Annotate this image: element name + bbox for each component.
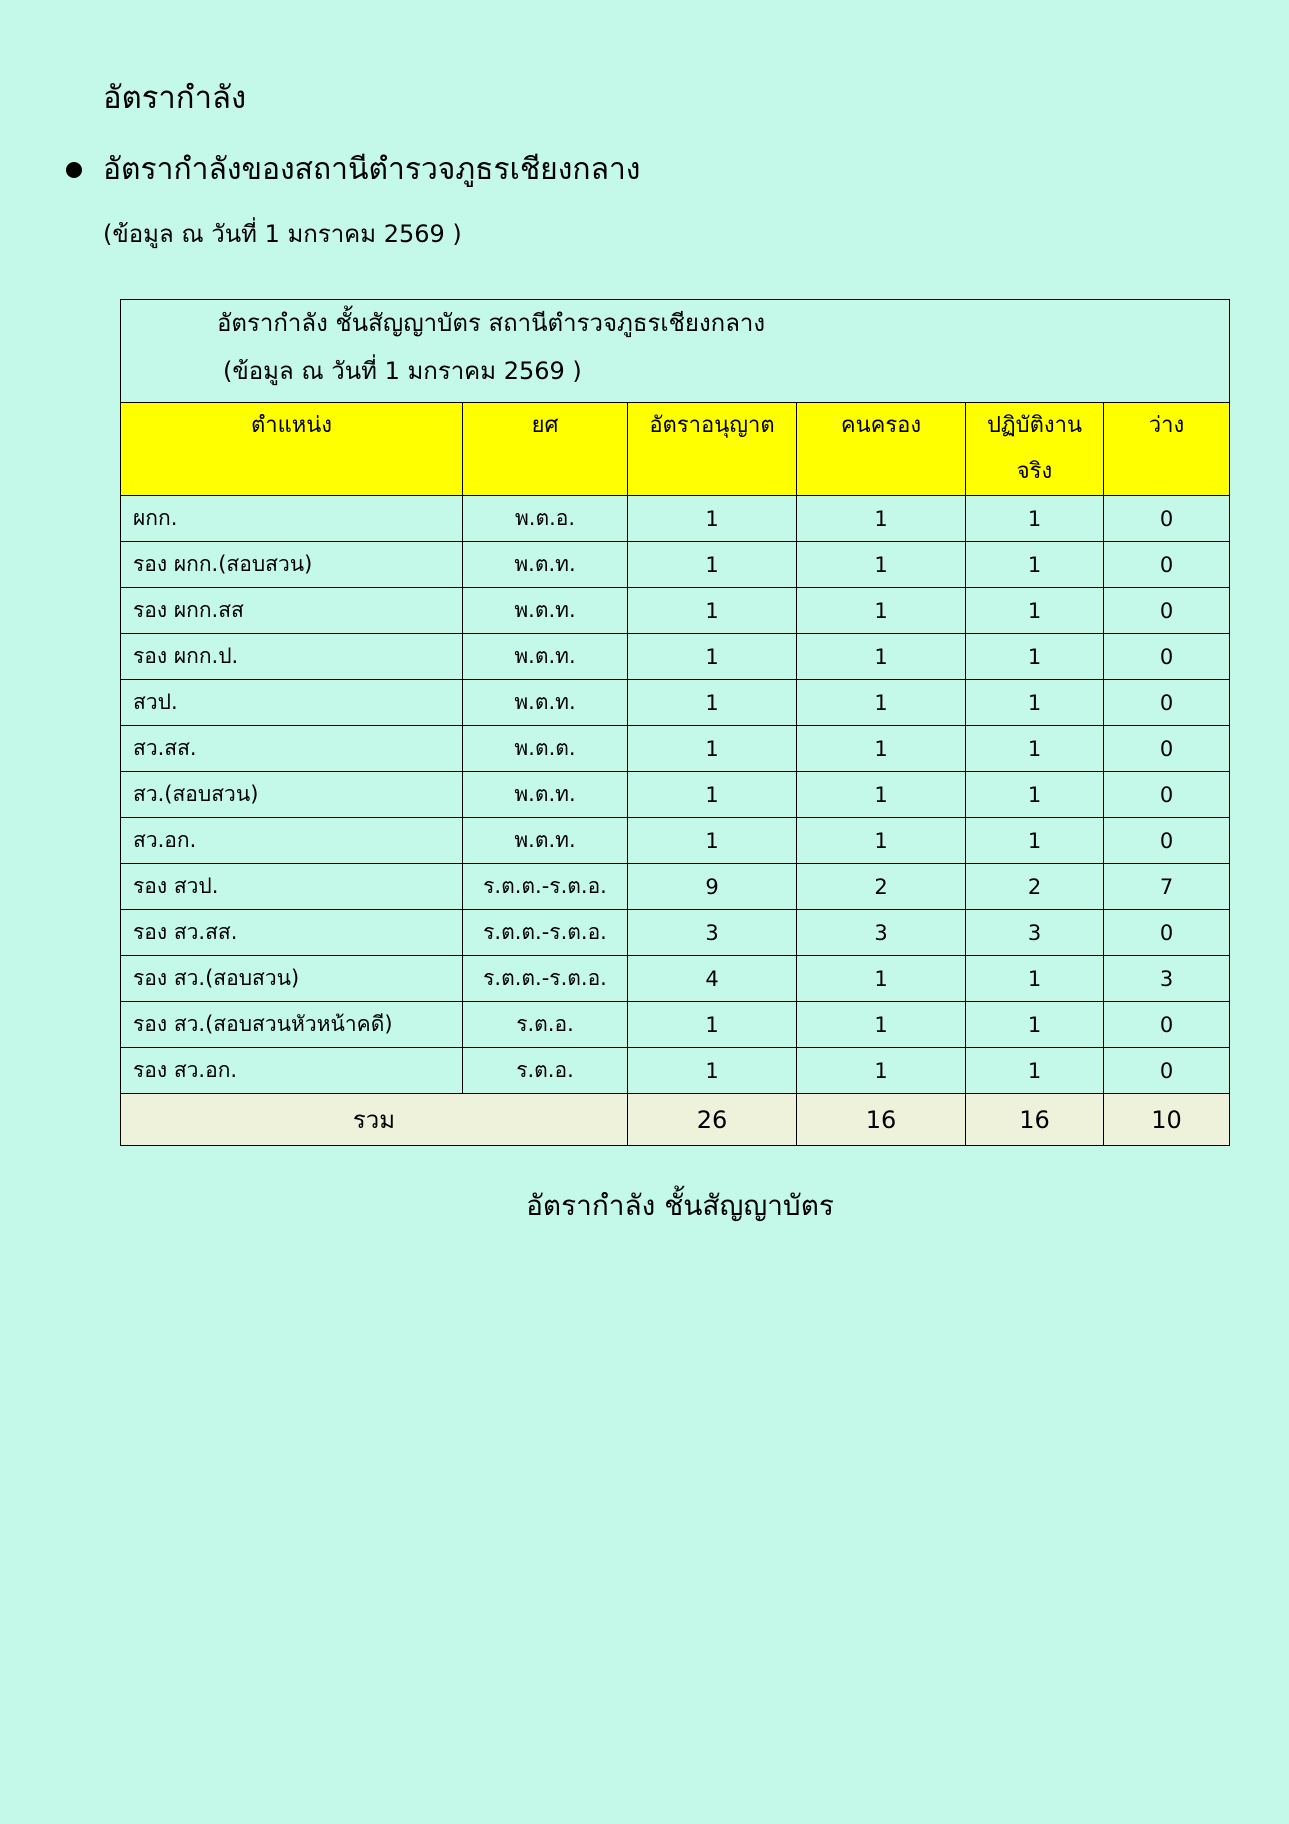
cell-occupied: 1 [797, 818, 966, 864]
cell-position: สว.อก. [121, 818, 463, 864]
table-row [121, 1048, 1230, 1094]
header-position: ตำแหน่ง [121, 403, 463, 496]
cell-authorized: 1 [628, 1002, 797, 1048]
table-caption: อัตรากำลัง ชั้นสัญญาบัตร [526, 1189, 834, 1222]
cell-on-duty: 1 [966, 956, 1104, 1002]
total-authorized: 26 [628, 1094, 797, 1146]
header-occupied: คนครอง [797, 403, 966, 496]
cell-rank: ร.ต.ต.-ร.ต.อ. [463, 864, 628, 910]
table-row [121, 818, 1230, 864]
table-row [121, 680, 1230, 726]
table-row [121, 910, 1230, 956]
cell-rank: ร.ต.อ. [463, 1048, 628, 1094]
cell-authorized: 3 [628, 910, 797, 956]
cell-authorized: 1 [628, 542, 797, 588]
cell-rank: ร.ต.ต.-ร.ต.อ. [463, 956, 628, 1002]
cell-on-duty: 1 [966, 726, 1104, 772]
cell-rank: พ.ต.ท. [463, 634, 628, 680]
cell-vacant: 0 [1104, 588, 1230, 634]
cell-on-duty: 1 [966, 680, 1104, 726]
cell-occupied: 1 [797, 726, 966, 772]
cell-authorized: 4 [628, 956, 797, 1002]
cell-position: สว.(สอบสวน) [121, 772, 463, 818]
cell-position: สวป. [121, 680, 463, 726]
cell-authorized: 1 [628, 634, 797, 680]
total-label: รวม [121, 1094, 628, 1146]
table-row [121, 588, 1230, 634]
table-row [121, 1002, 1230, 1048]
cell-position: รอง สว.สส. [121, 910, 463, 956]
table-subtitle: (ข้อมูล ณ วันที่ 1 มกราคม 2569 ) [223, 357, 582, 385]
header-vacant: ว่าง [1104, 403, 1230, 496]
cell-occupied: 1 [797, 772, 966, 818]
cell-on-duty: 1 [966, 496, 1104, 542]
header-authorized: อัตราอนุญาต [628, 403, 797, 496]
cell-occupied: 1 [797, 496, 966, 542]
bullet-item [66, 150, 640, 190]
header-rank: ยศ [463, 403, 628, 496]
cell-rank: พ.ต.ท. [463, 818, 628, 864]
bullet-icon [66, 162, 82, 178]
cell-rank: พ.ต.ท. [463, 542, 628, 588]
cell-authorized: 1 [628, 588, 797, 634]
cell-occupied: 2 [797, 864, 966, 910]
cell-rank: พ.ต.ท. [463, 680, 628, 726]
cell-rank: พ.ต.อ. [463, 496, 628, 542]
cell-vacant: 0 [1104, 496, 1230, 542]
header-on-duty-line2: จริง [1016, 459, 1053, 484]
table-total-row [121, 1094, 1230, 1146]
table-row [121, 496, 1230, 542]
table-row [121, 864, 1230, 910]
cell-position: รอง สว.(สอบสวนหัวหน้าคดี) [121, 1002, 463, 1048]
cell-on-duty: 1 [966, 634, 1104, 680]
header-on-duty [966, 403, 1104, 496]
cell-occupied: 1 [797, 1048, 966, 1094]
cell-on-duty: 1 [966, 588, 1104, 634]
cell-on-duty: 1 [966, 1002, 1104, 1048]
cell-occupied: 3 [797, 910, 966, 956]
cell-authorized: 9 [628, 864, 797, 910]
cell-on-duty: 3 [966, 910, 1104, 956]
cell-vacant: 0 [1104, 1048, 1230, 1094]
page-heading: อัตรากำลัง [103, 80, 247, 116]
cell-vacant: 0 [1104, 772, 1230, 818]
cell-rank: พ.ต.ท. [463, 772, 628, 818]
cell-position: รอง สว.อก. [121, 1048, 463, 1094]
cell-on-duty: 1 [966, 542, 1104, 588]
cell-position: รอง ผกก.ป. [121, 634, 463, 680]
table-row [121, 634, 1230, 680]
cell-rank: พ.ต.ต. [463, 726, 628, 772]
cell-rank: ร.ต.ต.-ร.ต.อ. [463, 910, 628, 956]
cell-position: สว.สส. [121, 726, 463, 772]
cell-vacant: 0 [1104, 542, 1230, 588]
cell-authorized: 1 [628, 726, 797, 772]
table-row [121, 956, 1230, 1002]
cell-vacant: 7 [1104, 864, 1230, 910]
staffing-table [120, 299, 1230, 1146]
cell-position: รอง สวป. [121, 864, 463, 910]
cell-occupied: 1 [797, 680, 966, 726]
bullet-text: อัตรากำลังของสถานีตำรวจภูธรเชียงกลาง [103, 152, 641, 187]
table-title: อัตรากำลัง ชั้นสัญญาบัตร สถานีตำรวจภูธรเชียงกลาง [217, 309, 766, 337]
cell-authorized: 1 [628, 772, 797, 818]
cell-on-duty: 1 [966, 818, 1104, 864]
cell-position: รอง สว.(สอบสวน) [121, 956, 463, 1002]
cell-vacant: 0 [1104, 726, 1230, 772]
date-note: (ข้อมูล ณ วันที่ 1 มกราคม 2569 ) [103, 220, 462, 248]
total-occupied: 16 [797, 1094, 966, 1146]
table-row [121, 542, 1230, 588]
cell-vacant: 0 [1104, 634, 1230, 680]
table-row [121, 772, 1230, 818]
cell-vacant: 0 [1104, 818, 1230, 864]
cell-vacant: 0 [1104, 680, 1230, 726]
cell-occupied: 1 [797, 1002, 966, 1048]
cell-on-duty: 2 [966, 864, 1104, 910]
cell-occupied: 1 [797, 634, 966, 680]
table-header-row [121, 403, 1230, 496]
cell-occupied: 1 [797, 956, 966, 1002]
cell-position: รอง ผกก.สส [121, 588, 463, 634]
table-title-cell [121, 300, 1230, 403]
cell-rank: ร.ต.อ. [463, 1002, 628, 1048]
total-vacant: 10 [1104, 1094, 1230, 1146]
table-row [121, 726, 1230, 772]
cell-occupied: 1 [797, 588, 966, 634]
cell-occupied: 1 [797, 542, 966, 588]
cell-authorized: 1 [628, 1048, 797, 1094]
cell-authorized: 1 [628, 818, 797, 864]
cell-rank: พ.ต.ท. [463, 588, 628, 634]
table-title-row [121, 300, 1230, 403]
cell-position: รอง ผกก.(สอบสวน) [121, 542, 463, 588]
cell-on-duty: 1 [966, 1048, 1104, 1094]
staffing-table-container [120, 299, 1229, 1146]
cell-vacant: 3 [1104, 956, 1230, 1002]
cell-position: ผกก. [121, 496, 463, 542]
cell-vacant: 0 [1104, 910, 1230, 956]
cell-on-duty: 1 [966, 772, 1104, 818]
cell-authorized: 1 [628, 680, 797, 726]
table-body [121, 496, 1230, 1094]
cell-authorized: 1 [628, 496, 797, 542]
header-on-duty-line1: ปฏิบัติงาน [986, 413, 1083, 438]
total-on-duty: 16 [966, 1094, 1104, 1146]
cell-vacant: 0 [1104, 1002, 1230, 1048]
